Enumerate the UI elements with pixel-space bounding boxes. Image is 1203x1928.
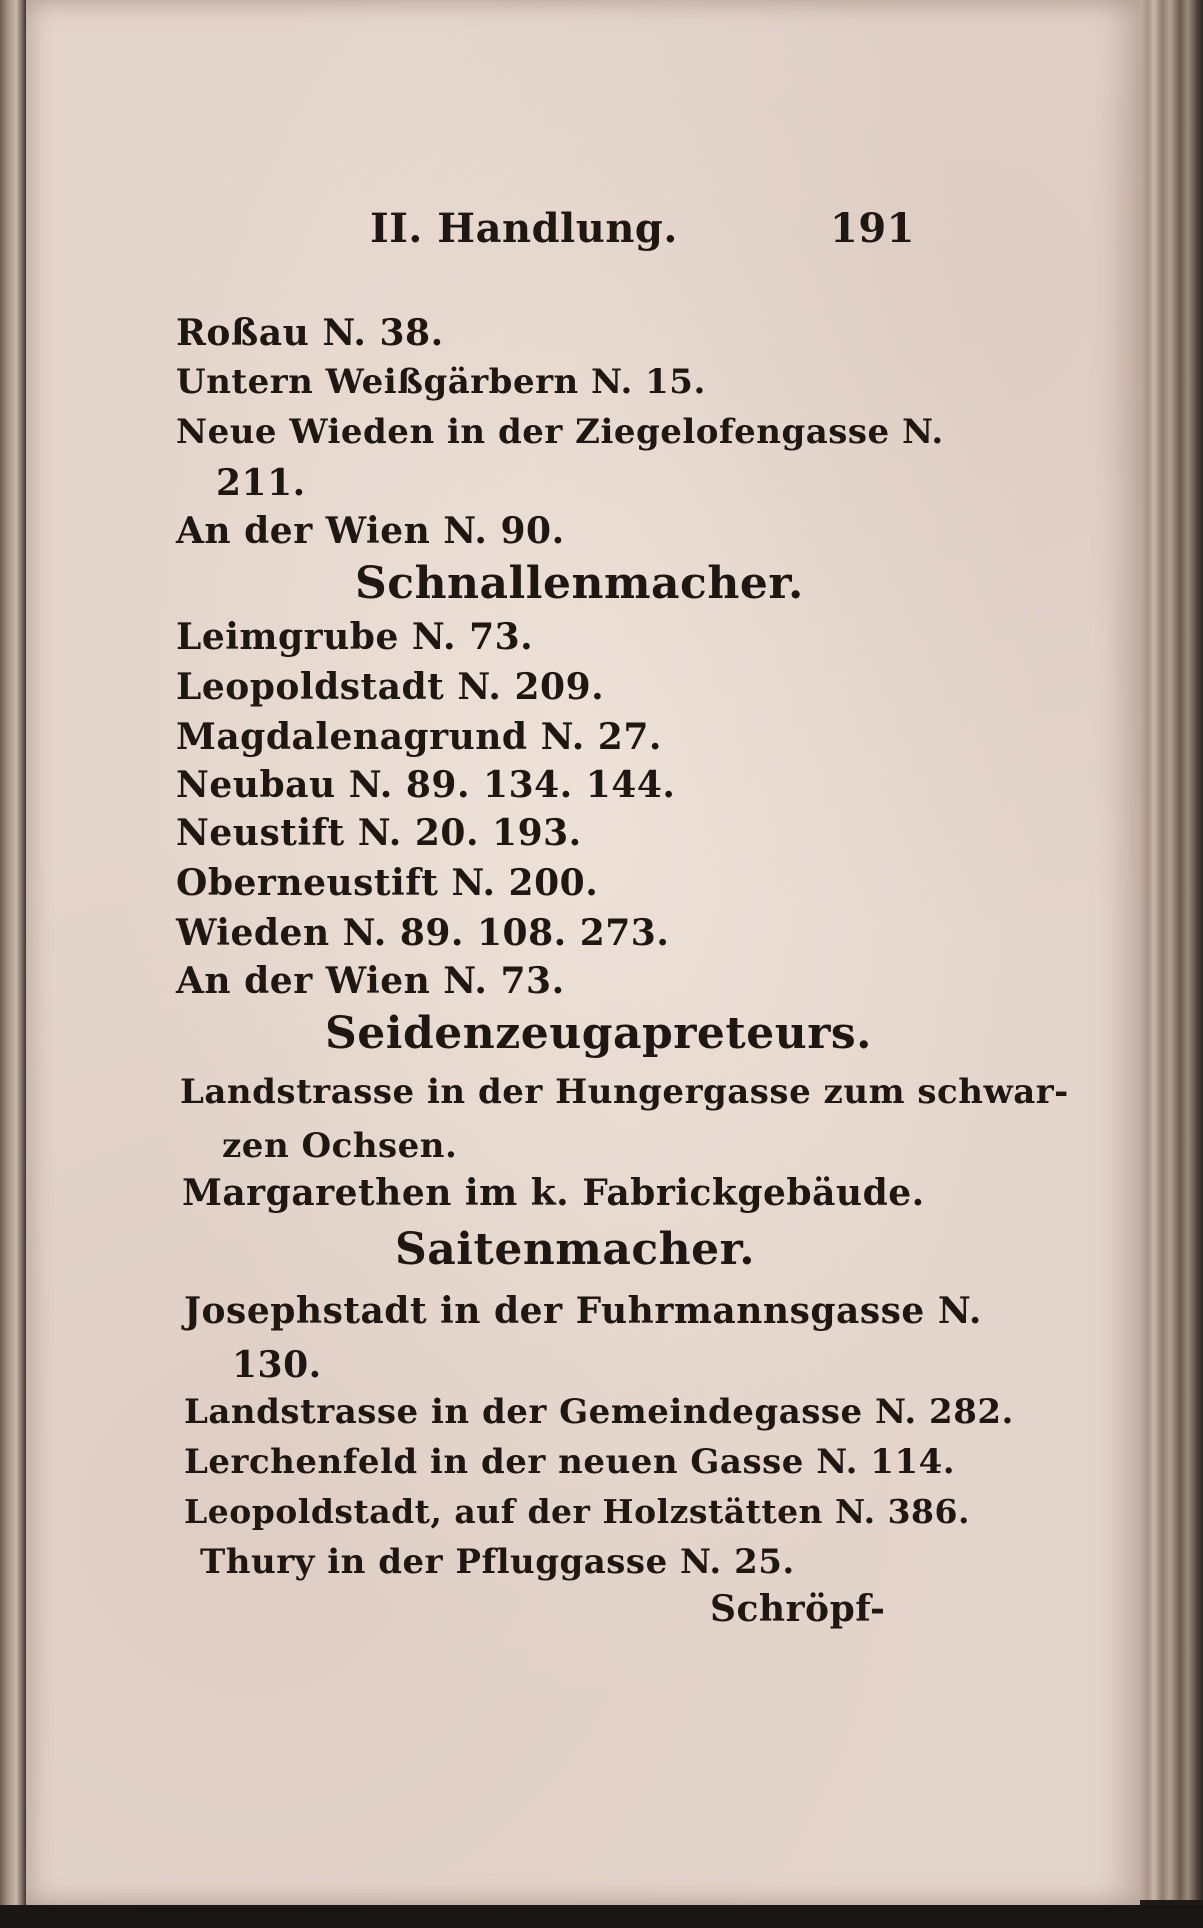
list-item: Leopoldstadt N. 209.: [176, 666, 605, 708]
list-item: Roßau N. 38.: [176, 312, 444, 354]
section-heading: Schnallenmacher.: [355, 558, 804, 609]
list-item: Wieden N. 89. 108. 273.: [176, 912, 670, 954]
catchword: Schröpf-: [710, 1588, 886, 1630]
list-item: An der Wien N. 90.: [176, 510, 565, 552]
running-head: II. Handlung.: [370, 205, 678, 252]
list-item: Untern Weißgärbern N. 15.: [176, 362, 706, 402]
section-heading: Seidenzeugapreteurs.: [325, 1008, 873, 1059]
left-page-edge: [0, 0, 26, 1928]
list-item: Neustift N. 20. 193.: [176, 812, 582, 854]
page-number: 191: [830, 205, 915, 252]
list-item: Lerchenfeld in der neuen Gasse N. 114.: [184, 1442, 956, 1482]
right-page-edges: [1140, 0, 1203, 1900]
list-item: Landstrasse in der Hungergasse zum schwar-: [180, 1072, 1069, 1112]
list-item: Thury in der Pfluggasse N. 25.: [200, 1542, 795, 1582]
list-item: An der Wien N. 73.: [176, 960, 565, 1002]
list-item-continuation: zen Ochsen.: [222, 1126, 458, 1166]
list-item: Magdalenagrund N. 27.: [176, 716, 662, 758]
list-item: Neue Wieden in der Ziegelofengasse N.: [176, 412, 944, 452]
list-item-continuation: 211.: [216, 462, 306, 504]
list-item: Leimgrube N. 73.: [176, 616, 534, 658]
list-item: Margarethen im k. Fabrickgebäude.: [182, 1172, 925, 1214]
list-item: Landstrasse in der Gemeindegasse N. 282.: [184, 1392, 1014, 1432]
list-item-continuation: 130.: [232, 1344, 322, 1386]
scan-bottom-border: [0, 1905, 1203, 1928]
list-item: Oberneustift N. 200.: [176, 862, 599, 904]
list-item: Neubau N. 89. 134. 144.: [176, 764, 676, 806]
section-heading: Saitenmacher.: [395, 1224, 756, 1275]
list-item: Leopoldstadt, auf der Holzstätten N. 386.: [184, 1492, 970, 1531]
list-item: Josephstadt in der Fuhrmannsgasse N.: [184, 1290, 982, 1332]
